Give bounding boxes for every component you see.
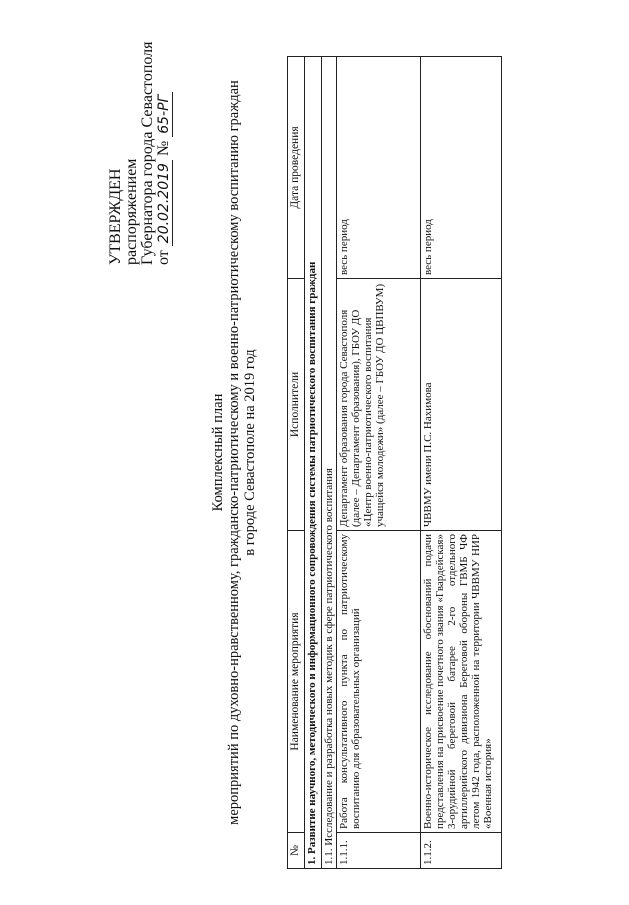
row-executors: ЧВВМУ имени П.С. Нахимова <box>421 279 502 531</box>
section-row <box>305 57 322 869</box>
table-row <box>337 57 421 869</box>
row-number: 1.1.1. <box>337 833 421 869</box>
approval-date-line <box>156 41 172 265</box>
header-event-name: Наименование мероприятия <box>288 531 305 833</box>
table-header-row <box>288 57 305 869</box>
section-title: 1. Развитие научного, методического и информационного сопровождения системы патриотического воспитания граждан <box>305 57 322 869</box>
number-prefix: № <box>155 140 172 157</box>
header-number: № <box>288 833 305 869</box>
title-line-1: Комплексный план <box>210 393 226 512</box>
row-event-name: Работа консультативного пункта по патриотическому воспитанию для образовательных организаций <box>337 531 421 833</box>
subsection-title: 1.1. Исследование и разработка новых методик в сфере патриотического воспитания <box>322 57 337 869</box>
approval-heading: УТВЕРЖДЕН <box>107 168 124 265</box>
subsection-row <box>322 57 337 869</box>
row-executors: Департамент образования города Севастополя (далее – Департамент образования), ГБОУ ДО «Центр военно-патриотического воспитания учащейся молодежи» (далее – ГБОУ ДО ЦВПВУМ) <box>337 279 421 531</box>
row-date: весь период <box>421 57 502 279</box>
table-row <box>421 57 502 869</box>
date-prefix: от <box>155 250 172 265</box>
header-executors: Исполнители <box>288 279 305 531</box>
title-line-3: в городе Севастополе на 2019 год <box>242 349 258 556</box>
row-event-name: Военно-историческое исследование обоснований подачи представления на присвоение почетного звания «Гвардейская» 3-орудийной береговой батарее 2-го отдельного артиллерийского дивизиона Береговой обороны ГВМБ ЧФ летом 1942 года, расположенной на территории ЧВВМУ НИР «Военная история» <box>421 531 502 833</box>
approval-authority: Губернатора города Севастополя <box>139 41 156 265</box>
document-title <box>210 0 258 905</box>
title-line-2: мероприятий по духовно-нравственному, гражданско-патриотическому и военно-патриотическому воспитанию граждан <box>226 80 242 825</box>
approval-date: 20.02.2019 <box>156 160 173 246</box>
approval-number: 65-РГ <box>156 92 173 137</box>
approval-decree-label: распоряжением <box>123 158 140 265</box>
row-date: весь период <box>337 57 421 279</box>
plan-table <box>287 56 502 869</box>
row-number: 1.1.2. <box>421 833 502 869</box>
approval-block <box>108 41 172 265</box>
header-date: Дата проведения <box>288 57 305 279</box>
